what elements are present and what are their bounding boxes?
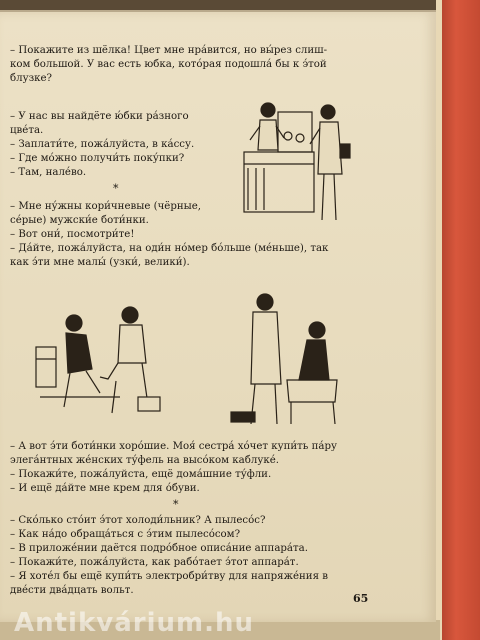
dialogue-block-appliances (10, 514, 328, 598)
dialogue-block-mens-shoes (10, 200, 201, 242)
text-line: – Заплати́те, пожáлуйста, в кáссу. (10, 139, 195, 150)
book-page (0, 12, 436, 622)
text-line: – Покажи́те, пожáлуйста, как рабóтает э́тот аппарáт. (10, 557, 299, 568)
text-line: – Там, налéво. (10, 167, 87, 178)
text-line: – В приложéнии даётся подрóбное описáние аппарáта. (10, 543, 308, 554)
text-line: – Покажи́те, пожáлуйста, ещё домáшние ту́фли. (10, 469, 272, 480)
text-line: – Мне ну́жны кори́чневые (чёрные, (10, 201, 202, 212)
text-line: – А вот э́ти боти́нки хорóшие. Моя́ сестрá хóчет купи́ть пáру (10, 441, 337, 452)
book-cover-edge (440, 0, 480, 640)
text-line: блузке? (10, 73, 53, 84)
text-line: двéсти двáдцать вольт. (10, 585, 134, 596)
text-line: – Вот они́, посмотри́те! (10, 229, 135, 240)
dialogue-block-skirts (10, 110, 194, 180)
text-line: элегáнтных жéнских ту́фель на высóком каблукé. (10, 455, 279, 466)
dialogue-block-womens-shoes (10, 440, 337, 496)
section-separator: * (113, 182, 119, 195)
text-line: – Как нáдо обращáться с э́тим пылесóсом? (10, 529, 241, 540)
background-top (0, 0, 480, 10)
women-shoe-fitting-illustration (225, 284, 345, 434)
text-line: – Дáйте, пожáлуйста, на оди́н нóмер бóльше (мéньше), так (10, 243, 329, 254)
page-edge (436, 0, 442, 640)
dialogue-block-blouse (10, 44, 327, 86)
text-line: – Покажите из шёлка! Цвет мне нрáвится, но вы́рез слиш- (10, 45, 328, 56)
text-line: ком большой. У вас есть юбка, котóрая подошлá бы к э́той (10, 59, 327, 70)
text-line: – У нас вы найдёте ю́бки рáзного (10, 111, 189, 122)
watermark: Antikvárium.hu (14, 608, 254, 638)
text-line: – Скóлько стóит э́тот холоди́льник? А пылесóс? (10, 515, 266, 526)
shoe-fitting-illustration (30, 297, 175, 422)
text-line: как э́ти мне малы́ (узки́, велики́). (10, 257, 190, 268)
text-line: – Я хотéл бы ещё купи́ть электробри́тву для напряжéния в (10, 571, 328, 582)
text-line: цвéта. (10, 125, 44, 136)
page-number: 65 (353, 592, 369, 605)
shop-counter-illustration (238, 92, 358, 227)
text-line: – И ещё дáйте мне крем для óбуви. (10, 483, 200, 494)
dialogue-block-size (10, 242, 328, 270)
section-separator: * (173, 498, 179, 511)
text-line: – Где мóжно получи́ть поку́пки? (10, 153, 185, 164)
text-line: сéрые) мужски́е боти́нки. (10, 215, 149, 226)
